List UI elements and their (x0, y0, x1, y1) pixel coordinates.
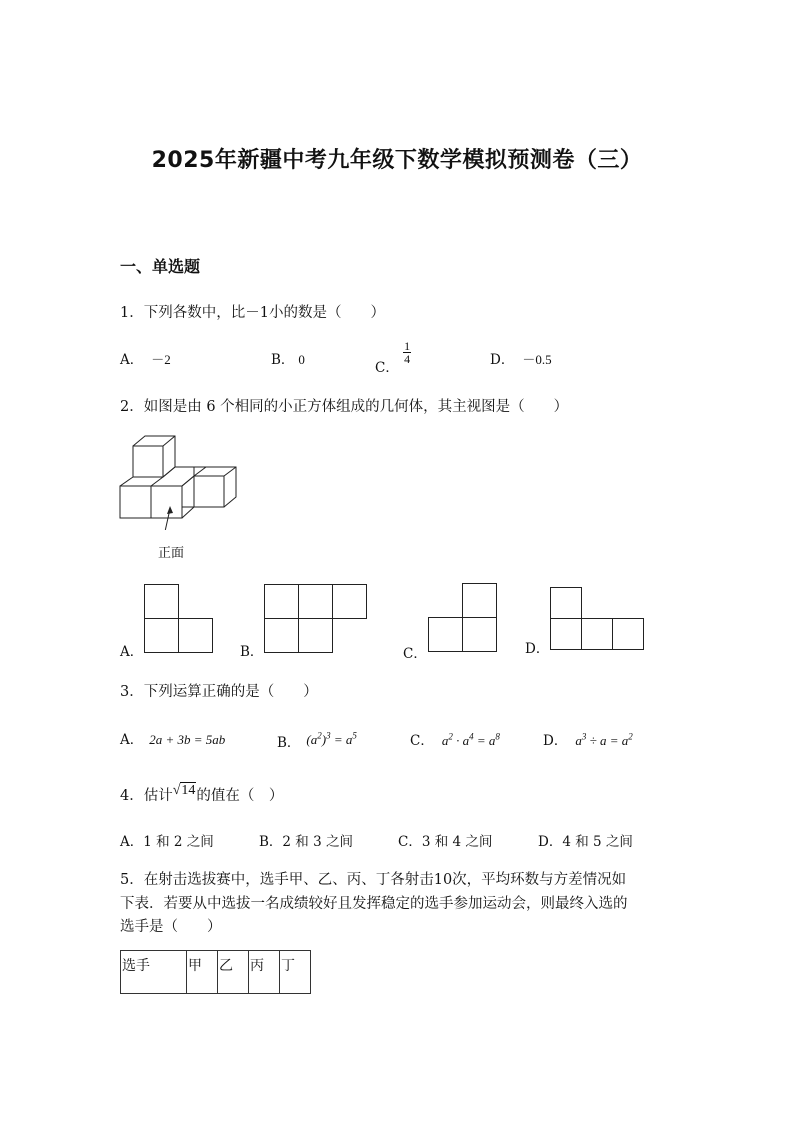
option-a-expression: 2a + 3b = 5ab (149, 732, 226, 747)
question-3-option-b (277, 728, 357, 751)
fraction-numerator: 1 (404, 339, 411, 353)
question-4-option-b: B．2 和 3 之间 (259, 834, 353, 850)
players-table (120, 950, 311, 994)
question-1-option-d (490, 348, 552, 368)
question-3-option-a (120, 728, 225, 748)
question-2-option-a-label: A． (120, 644, 144, 660)
section-heading-single-choice: 一、单选题 (120, 257, 201, 276)
question-2-option-b-label: B． (240, 644, 264, 660)
option-b-label: B． (277, 735, 301, 751)
question-1-stem: 1．下列各数中，比－1小的数是（ ） (120, 305, 385, 321)
question-4-option-d: D．4 和 5 之间 (538, 834, 633, 850)
option-b-value: 0 (298, 352, 305, 367)
option-a-label: A． (120, 732, 144, 748)
option-d-value: －0.5 (522, 352, 552, 367)
question-5-line-2: 下表．若要从中选拔一名成绩较好且发挥稳定的选手参加运动会，则最终入选的 (120, 896, 628, 912)
question-1-option-a (120, 348, 171, 368)
option-d-expression: $a^3 \div a = a^2$ (575, 731, 633, 748)
header-cell-player: 选手 (121, 951, 187, 994)
question-2-option-b-figure[interactable] (264, 584, 368, 654)
table-header-row (121, 951, 311, 994)
header-cell-bing: 丙 (249, 951, 280, 994)
question-3-option-c (410, 729, 500, 749)
option-b-label: B． (271, 352, 295, 368)
option-d-label: D． (490, 352, 515, 368)
question-2-option-d-label: D． (525, 641, 550, 657)
question-1-option-c (375, 339, 411, 376)
question-3-stem: 3．下列运算正确的是（ ） (120, 684, 318, 700)
question-4-option-c: C．3 和 4 之间 (398, 834, 493, 850)
square-root: √14 (172, 783, 196, 798)
question-2-option-c-figure[interactable] (428, 583, 498, 653)
question-5-line-1: 5．在射击选拔赛中，选手甲、乙、丙、丁各射击10次，平均环数与方差情况如 (120, 872, 627, 888)
question-2-option-a-figure[interactable] (144, 584, 214, 654)
question-2-option-d-figure[interactable] (550, 587, 646, 651)
option-c-label: C． (375, 360, 399, 376)
question-5-line-3: 选手是（ ） (120, 919, 222, 935)
header-cell-yi: 乙 (218, 951, 249, 994)
header-cell-ding: 丁 (280, 951, 311, 994)
option-a-value: －2 (151, 352, 171, 367)
option-a-label: A． (120, 352, 144, 368)
question-4-stem: 4．估计√14的值在（ ） (120, 783, 284, 804)
option-c-fraction (403, 340, 411, 365)
option-b-expression: $(a^2)^3 = a^5$ (306, 730, 357, 747)
fraction-denominator: 4 (404, 352, 411, 366)
header-cell-jia: 甲 (187, 951, 218, 994)
option-c-expression: $a^2 \cdot a^4 = a^8$ (441, 731, 500, 748)
front-view-label: 正面 (158, 546, 185, 561)
option-d-label: D． (543, 733, 568, 749)
question-2-stem: 2．如图是由 6 个相同的小正方体组成的几何体，其主视图是（ ） (120, 399, 569, 415)
page-title: 2025年新疆中考九年级下数学模拟预测卷（三） (151, 148, 643, 173)
question-3-option-d (543, 729, 633, 749)
cube-solid-figure (115, 430, 250, 530)
question-2-option-c-label: C． (403, 646, 427, 662)
question-4-option-a: A．1 和 2 之间 (120, 834, 214, 850)
question-1-option-b (271, 348, 305, 368)
option-c-label: C． (410, 733, 434, 749)
